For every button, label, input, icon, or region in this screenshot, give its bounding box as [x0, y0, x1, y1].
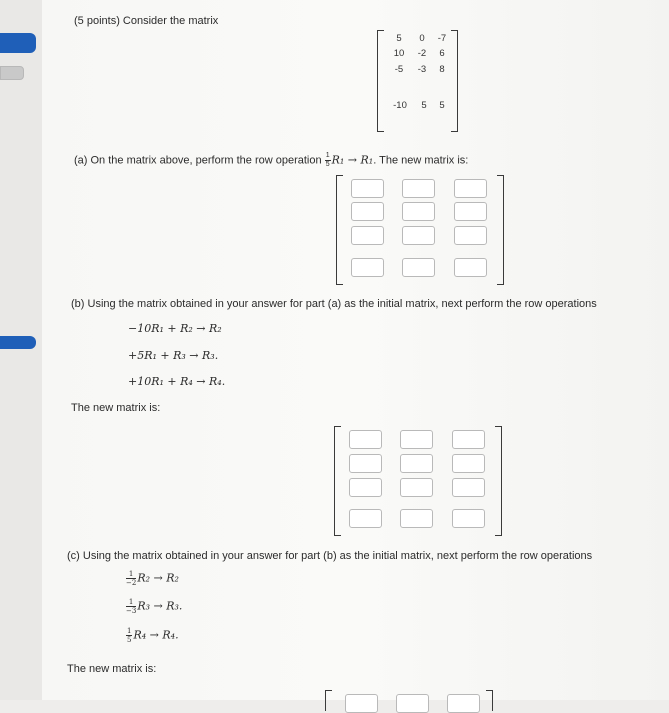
matrix-cell: 8	[439, 64, 445, 75]
answer-c-input[interactable]	[447, 694, 480, 713]
answer-b-left-bracket	[334, 426, 341, 536]
answer-c-left-bracket	[325, 690, 332, 711]
fraction	[126, 598, 136, 615]
answer-b-input[interactable]	[400, 478, 433, 497]
answer-b-input[interactable]	[400, 454, 433, 473]
fraction-denominator: 5	[325, 161, 330, 168]
fraction	[126, 570, 136, 587]
answer-b-input[interactable]	[349, 430, 382, 449]
part-a-instruction	[74, 152, 468, 169]
sidebar-tab-highlight[interactable]	[0, 336, 36, 349]
answer-a-input[interactable]	[454, 258, 487, 277]
fraction-numerator: 1	[127, 627, 132, 635]
matrix-cell: -10	[393, 100, 407, 111]
matrix-cell: 5	[421, 100, 427, 111]
answer-a-input[interactable]	[402, 226, 435, 245]
fraction-numerator: 1	[325, 152, 330, 159]
matrix-cell: 6	[439, 48, 445, 59]
fraction	[325, 152, 331, 169]
matrix-cell: -5	[394, 64, 404, 75]
answer-b-input[interactable]	[452, 509, 485, 528]
answer-a-input[interactable]	[402, 179, 435, 198]
part-b-result-label: The new matrix is:	[71, 402, 161, 414]
answer-b-input[interactable]	[349, 478, 382, 497]
part-a-operation: R₁ → R₁	[331, 153, 374, 167]
operation-expression: R₄ → R₄.	[133, 628, 179, 642]
answer-b-input[interactable]	[400, 509, 433, 528]
answer-c-right-bracket	[486, 690, 493, 711]
answer-b-right-bracket	[495, 426, 502, 536]
answer-a-input[interactable]	[351, 179, 384, 198]
part-c-operation	[126, 627, 179, 644]
question-header: (5 points) Consider the matrix	[74, 15, 219, 27]
answer-b-input[interactable]	[400, 430, 433, 449]
matrix-cell: 5	[439, 100, 445, 111]
answer-a-input[interactable]	[402, 202, 435, 221]
sidebar-tab[interactable]	[0, 66, 24, 80]
part-c-operation	[126, 570, 179, 587]
answer-a-input[interactable]	[454, 179, 487, 198]
part-a-text: (a) On the matrix above, perform the row operation	[74, 154, 322, 167]
answer-b-input[interactable]	[452, 478, 485, 497]
part-a-suffix: . The new matrix is:	[373, 154, 469, 167]
answer-a-input[interactable]	[402, 258, 435, 277]
answer-a-input[interactable]	[454, 226, 487, 245]
answer-b-input[interactable]	[452, 430, 485, 449]
fraction	[126, 627, 132, 644]
left-panel-strip	[0, 0, 42, 700]
answer-b-input[interactable]	[452, 454, 485, 473]
part-b-instruction: (b) Using the matrix obtained in your answer for part (a) as the initial matrix, next perform the row operations	[71, 298, 597, 310]
answer-a-input[interactable]	[454, 202, 487, 221]
fraction-denominator: −3	[126, 607, 137, 615]
part-c-instruction: (c) Using the matrix obtained in your answer for part (b) as the initial matrix, next perform the row operations	[67, 550, 593, 562]
answer-c-input[interactable]	[345, 694, 378, 713]
fraction-denominator: −2	[126, 579, 137, 587]
matrix-left-bracket	[377, 30, 384, 132]
part-b-operation: −10R₁ + R₂ → R₂	[128, 322, 222, 335]
operation-expression: R₂ → R₂	[137, 571, 179, 585]
operation-expression: R₃ → R₃.	[137, 599, 183, 613]
matrix-cell: 10	[393, 48, 405, 59]
part-b-operation: +10R₁ + R₄ → R₄.	[128, 375, 226, 388]
matrix-right-bracket	[451, 30, 458, 132]
part-c-result-label: The new matrix is:	[67, 663, 157, 675]
matrix-cell: 0	[419, 33, 425, 44]
fraction-denominator: 5	[127, 636, 132, 644]
answer-a-right-bracket	[497, 175, 504, 285]
answer-c-input[interactable]	[396, 694, 429, 713]
answer-a-input[interactable]	[351, 202, 384, 221]
answer-a-left-bracket	[336, 175, 343, 285]
matrix-cell: -3	[417, 64, 427, 75]
fraction-numerator: 1	[126, 598, 136, 607]
matrix-cell: -2	[417, 48, 427, 59]
part-b-operation: +5R₁ + R₃ → R₃.	[128, 349, 219, 362]
answer-a-input[interactable]	[351, 258, 384, 277]
answer-a-input[interactable]	[351, 226, 384, 245]
matrix-cell: 5	[396, 33, 402, 44]
part-c-operation	[126, 598, 182, 615]
answer-b-input[interactable]	[349, 509, 382, 528]
fraction-numerator: 1	[126, 570, 136, 579]
matrix-cell: -7	[437, 33, 447, 44]
answer-b-input[interactable]	[349, 454, 382, 473]
sidebar-tab-active[interactable]	[0, 33, 36, 53]
